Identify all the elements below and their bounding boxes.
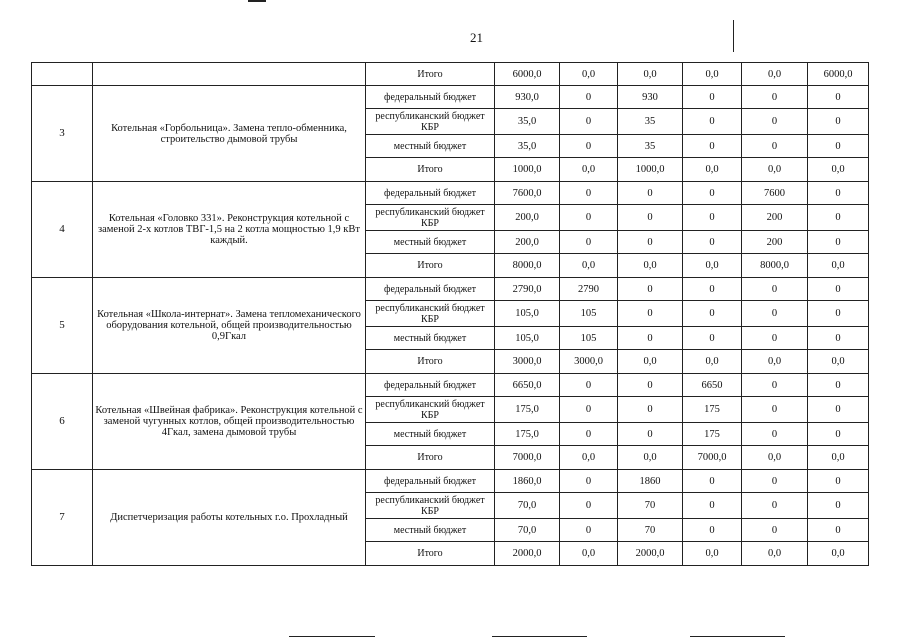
- value-cell: 175: [683, 423, 742, 446]
- value-cell: 0: [742, 470, 808, 493]
- value-cell: 2790,0: [495, 278, 560, 301]
- value-cell: 0,0: [618, 63, 683, 86]
- scan-artifact-bottom: [690, 636, 785, 637]
- value-cell: 0,0: [683, 63, 742, 86]
- value-cell: 0,0: [808, 446, 869, 470]
- row-number-cell: 4: [32, 182, 93, 278]
- value-cell: 105,0: [495, 327, 560, 350]
- funding-source-cell: местный бюджет: [366, 423, 495, 446]
- value-cell: 0: [560, 493, 618, 519]
- value-cell: 0: [808, 493, 869, 519]
- value-cell: 0: [808, 205, 869, 231]
- value-cell: 0: [683, 519, 742, 542]
- table-row: [32, 470, 869, 493]
- value-cell: 0: [808, 231, 869, 254]
- value-cell: 2000,0: [618, 542, 683, 566]
- value-cell: 930,0: [495, 86, 560, 109]
- table-row: [32, 63, 869, 86]
- value-cell: 0,0: [808, 158, 869, 182]
- value-cell: 0: [618, 423, 683, 446]
- funding-source-cell: местный бюджет: [366, 135, 495, 158]
- value-cell: 0: [560, 231, 618, 254]
- funding-source-cell: федеральный бюджет: [366, 374, 495, 397]
- value-cell: 35: [618, 135, 683, 158]
- value-cell: 175,0: [495, 423, 560, 446]
- value-cell: 0,0: [618, 350, 683, 374]
- funding-source-cell: Итого: [366, 254, 495, 278]
- value-cell: 0,0: [742, 350, 808, 374]
- row-number-cell: [32, 63, 93, 86]
- value-cell: 1860,0: [495, 470, 560, 493]
- value-cell: 0: [618, 397, 683, 423]
- funding-source-cell: Итого: [366, 350, 495, 374]
- value-cell: 3000,0: [495, 350, 560, 374]
- value-cell: 0: [560, 519, 618, 542]
- table-row: [32, 86, 869, 109]
- value-cell: 105: [560, 301, 618, 327]
- page-number: 21: [470, 30, 483, 45]
- value-cell: 0: [742, 423, 808, 446]
- scan-artifact-top: [248, 0, 266, 2]
- value-cell: 0: [560, 397, 618, 423]
- value-cell: 6650: [683, 374, 742, 397]
- funding-source-cell: федеральный бюджет: [366, 182, 495, 205]
- value-cell: 175,0: [495, 397, 560, 423]
- table-row: [32, 182, 869, 205]
- value-cell: 0: [742, 519, 808, 542]
- row-number-cell: 6: [32, 374, 93, 470]
- value-cell: 0: [742, 278, 808, 301]
- value-cell: 0: [618, 205, 683, 231]
- value-cell: 0: [683, 86, 742, 109]
- value-cell: 200,0: [495, 205, 560, 231]
- value-cell: 7600,0: [495, 182, 560, 205]
- value-cell: 0: [618, 374, 683, 397]
- value-cell: 175: [683, 397, 742, 423]
- value-cell: 0: [808, 301, 869, 327]
- value-cell: 0: [683, 470, 742, 493]
- table-row: [32, 278, 869, 301]
- value-cell: 0,0: [808, 350, 869, 374]
- value-cell: 1860: [618, 470, 683, 493]
- value-cell: 0: [618, 182, 683, 205]
- value-cell: 0: [560, 86, 618, 109]
- value-cell: 0: [808, 327, 869, 350]
- funding-source-cell: местный бюджет: [366, 519, 495, 542]
- value-cell: 0,0: [742, 158, 808, 182]
- value-cell: 8000,0: [742, 254, 808, 278]
- value-cell: 35: [618, 109, 683, 135]
- value-cell: 0,0: [560, 63, 618, 86]
- funding-source-cell: республиканский бюджет КБР: [366, 493, 495, 519]
- value-cell: 2000,0: [495, 542, 560, 566]
- funding-source-cell: республиканский бюджет КБР: [366, 205, 495, 231]
- value-cell: 0: [742, 397, 808, 423]
- value-cell: 0: [683, 109, 742, 135]
- value-cell: 0: [618, 327, 683, 350]
- value-cell: 0: [560, 109, 618, 135]
- value-cell: 7000,0: [495, 446, 560, 470]
- value-cell: 0: [560, 205, 618, 231]
- description-cell: Котельная «Школа-интернат». Замена тепломеханического оборудования котельной, общей производительностью 0,9Гкал: [93, 278, 366, 374]
- description-cell: Котельная «Горбольница». Замена тепло-обменника, строительство дымовой трубы: [93, 86, 366, 182]
- value-cell: 0: [808, 423, 869, 446]
- value-cell: 0,0: [560, 254, 618, 278]
- value-cell: 0: [742, 86, 808, 109]
- value-cell: 0: [683, 278, 742, 301]
- value-cell: 105,0: [495, 301, 560, 327]
- value-cell: 0,0: [618, 254, 683, 278]
- value-cell: 0,0: [742, 542, 808, 566]
- scan-artifact-bottom: [492, 636, 587, 637]
- value-cell: 0: [808, 397, 869, 423]
- funding-source-cell: местный бюджет: [366, 327, 495, 350]
- value-cell: 0,0: [618, 446, 683, 470]
- value-cell: 0: [683, 135, 742, 158]
- value-cell: 0: [742, 109, 808, 135]
- value-cell: 0: [560, 374, 618, 397]
- value-cell: 0,0: [808, 254, 869, 278]
- funding-source-cell: местный бюджет: [366, 231, 495, 254]
- value-cell: 0: [560, 135, 618, 158]
- budget-table: [31, 62, 869, 566]
- value-cell: 0: [618, 231, 683, 254]
- value-cell: 6000,0: [495, 63, 560, 86]
- value-cell: 0: [742, 327, 808, 350]
- funding-source-cell: республиканский бюджет КБР: [366, 397, 495, 423]
- value-cell: 0: [808, 374, 869, 397]
- value-cell: 35,0: [495, 135, 560, 158]
- value-cell: 0: [683, 205, 742, 231]
- value-cell: 0,0: [560, 542, 618, 566]
- value-cell: 6000,0: [808, 63, 869, 86]
- value-cell: 0: [808, 519, 869, 542]
- value-cell: 0,0: [742, 63, 808, 86]
- value-cell: 0: [683, 493, 742, 519]
- description-cell: Диспетчеризация работы котельных г.о. Прохладный: [93, 470, 366, 566]
- value-cell: 0: [683, 231, 742, 254]
- funding-source-cell: республиканский бюджет КБР: [366, 109, 495, 135]
- value-cell: 0: [808, 135, 869, 158]
- value-cell: 7000,0: [683, 446, 742, 470]
- funding-source-cell: федеральный бюджет: [366, 278, 495, 301]
- value-cell: 70,0: [495, 493, 560, 519]
- value-cell: 7600: [742, 182, 808, 205]
- value-cell: 3000,0: [560, 350, 618, 374]
- value-cell: 0,0: [683, 542, 742, 566]
- funding-source-cell: Итого: [366, 63, 495, 86]
- value-cell: 0,0: [742, 446, 808, 470]
- description-cell: Котельная «Головко 331». Реконструкция котельной с заменой 2-х котлов ТВГ-1,5 на 2 котла мощностью 1,9 кВт каждый.: [93, 182, 366, 278]
- value-cell: 0,0: [683, 254, 742, 278]
- funding-source-cell: Итого: [366, 158, 495, 182]
- value-cell: 0: [742, 301, 808, 327]
- description-cell: [93, 63, 366, 86]
- value-cell: 0,0: [683, 350, 742, 374]
- description-cell: Котельная «Швейная фабрика». Реконструкция котельной с заменой чугунных котлов, общей производительностью 4Гкал, замена дымовой трубы: [93, 374, 366, 470]
- value-cell: 930: [618, 86, 683, 109]
- scan-artifact-right: [733, 20, 734, 52]
- row-number-cell: 7: [32, 470, 93, 566]
- row-number-cell: 5: [32, 278, 93, 374]
- value-cell: 0: [560, 423, 618, 446]
- value-cell: 200: [742, 231, 808, 254]
- value-cell: 0: [683, 327, 742, 350]
- value-cell: 200,0: [495, 231, 560, 254]
- value-cell: 35,0: [495, 109, 560, 135]
- value-cell: 6650,0: [495, 374, 560, 397]
- value-cell: 0: [808, 470, 869, 493]
- value-cell: 0: [683, 301, 742, 327]
- value-cell: 0: [618, 301, 683, 327]
- value-cell: 0: [560, 470, 618, 493]
- value-cell: 0,0: [683, 158, 742, 182]
- funding-source-cell: Итого: [366, 542, 495, 566]
- value-cell: 200: [742, 205, 808, 231]
- value-cell: 0,0: [560, 158, 618, 182]
- value-cell: 2790: [560, 278, 618, 301]
- funding-source-cell: федеральный бюджет: [366, 86, 495, 109]
- funding-source-cell: федеральный бюджет: [366, 470, 495, 493]
- funding-source-cell: Итого: [366, 446, 495, 470]
- value-cell: 70: [618, 493, 683, 519]
- value-cell: 0: [742, 493, 808, 519]
- value-cell: 70: [618, 519, 683, 542]
- value-cell: 1000,0: [495, 158, 560, 182]
- value-cell: 0: [683, 182, 742, 205]
- value-cell: 0: [808, 182, 869, 205]
- value-cell: 1000,0: [618, 158, 683, 182]
- funding-source-cell: республиканский бюджет КБР: [366, 301, 495, 327]
- value-cell: 0: [808, 109, 869, 135]
- value-cell: 0: [618, 278, 683, 301]
- value-cell: 105: [560, 327, 618, 350]
- value-cell: 0: [742, 135, 808, 158]
- value-cell: 8000,0: [495, 254, 560, 278]
- value-cell: 70,0: [495, 519, 560, 542]
- scan-artifact-bottom: [289, 636, 375, 637]
- value-cell: 0,0: [560, 446, 618, 470]
- table-row: [32, 374, 869, 397]
- value-cell: 0: [808, 278, 869, 301]
- row-number-cell: 3: [32, 86, 93, 182]
- value-cell: 0: [560, 182, 618, 205]
- value-cell: 0,0: [808, 542, 869, 566]
- value-cell: 0: [808, 86, 869, 109]
- table-body: [32, 63, 869, 566]
- value-cell: 0: [742, 374, 808, 397]
